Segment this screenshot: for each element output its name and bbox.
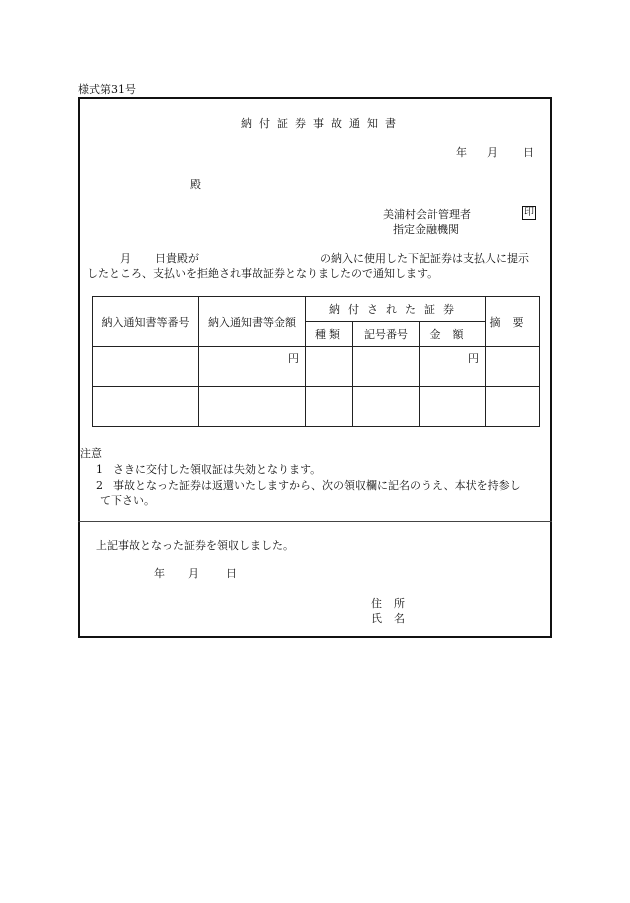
sender-bank: 指定金融機関 [393, 223, 459, 236]
body-line1: の納入に使用した下記証券は支払人に提示 [320, 252, 529, 265]
receipt-statement: 上記事故となった証券を領収しました。 [96, 539, 294, 552]
cell-amount [420, 387, 486, 427]
receipt-month: 月 [188, 567, 199, 580]
body-day-honorific: 日貴殿が [155, 252, 199, 265]
section-divider [78, 521, 552, 522]
receipt-year: 年 [154, 567, 165, 580]
table-row [93, 387, 540, 427]
notes-heading: 注意 [80, 447, 102, 460]
cell-type [306, 387, 353, 427]
note-2-text-line1: 事故となった証券は返還いたしますから、次の領収欄に記名のうえ、本状を持参し [113, 479, 521, 492]
cell-amount: 円 [420, 347, 486, 387]
date-day: 日 [523, 146, 534, 159]
note-1-text: さきに交付した領収証は失効となります。 [113, 463, 322, 476]
address-label: 住所 [371, 597, 417, 610]
body-line2: したところ、支払いを拒絶され事故証券となりましたので通知します。 [87, 267, 439, 280]
cell-remarks [486, 387, 540, 427]
cell-code-number [353, 347, 420, 387]
cell-code-number [353, 387, 420, 427]
addressee-suffix: 殿 [190, 178, 201, 191]
header-code-number: 記号番号 [353, 322, 420, 347]
header-amount: 金額 [420, 322, 486, 347]
cell-notice-number [93, 347, 199, 387]
table-row [93, 347, 540, 387]
form-title: 納付証券事故通知書 [241, 117, 403, 130]
note-1-number: 1 [96, 463, 103, 476]
header-type: 種類 [306, 322, 353, 347]
sender-treasurer: 美浦村会計管理者 [383, 208, 471, 221]
securities-table [92, 296, 540, 427]
header-remarks: 摘要 [486, 297, 540, 347]
receipt-day: 日 [226, 567, 237, 580]
note-2-number: 2 [96, 479, 103, 492]
date-month: 月 [487, 146, 498, 159]
form-number: 様式第31号 [78, 83, 136, 96]
cell-remarks [486, 347, 540, 387]
note-2-text-line2: て下さい。 [100, 494, 155, 507]
name-label: 氏名 [371, 612, 417, 625]
cell-notice-number [93, 387, 199, 427]
cell-notice-amount: 円 [199, 347, 306, 387]
header-notice-amount: 納入通知書等金額 [199, 297, 306, 347]
body-month: 月 [120, 252, 131, 265]
seal-mark: 印 [524, 207, 534, 218]
cell-type [306, 347, 353, 387]
cell-notice-amount [199, 387, 306, 427]
header-paid-securities: 納付された証券 [306, 297, 486, 322]
date-year: 年 [456, 146, 467, 159]
header-notice-number: 納入通知書等番号 [93, 297, 199, 347]
